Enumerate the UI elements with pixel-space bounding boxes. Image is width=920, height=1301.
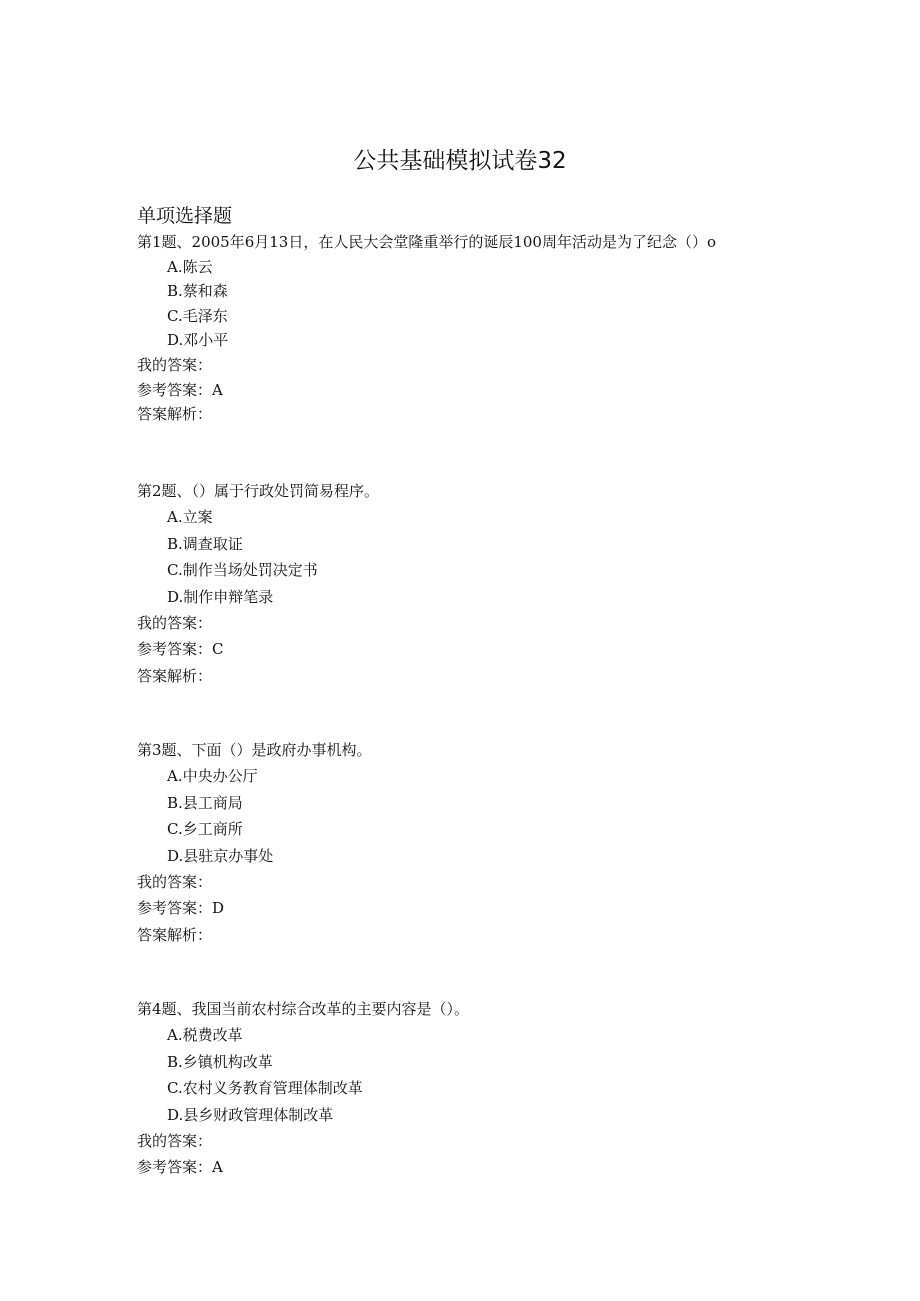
my-answer-label: 我的答案： — [137, 1131, 213, 1150]
reference-answer: 参考答案：A — [137, 380, 223, 399]
my-answer-label: 我的答案： — [137, 355, 213, 374]
question-stem: 第4题、我国当前农村综合改革的主要内容是（）。 — [137, 1000, 470, 1018]
question-stem: 第1题、2005年6月13日，在人民大会堂隆重举行的诞辰100周年活动是为了纪念（）o — [137, 233, 717, 251]
option-b: B.乡镇机构改革 — [167, 1052, 273, 1071]
my-answer-label: 我的答案： — [137, 613, 213, 632]
option-d: D.县驻京办事处 — [167, 846, 274, 865]
option-a: A.税费改革 — [167, 1026, 243, 1045]
reference-answer: 参考答案：C — [137, 640, 224, 659]
reference-answer: 参考答案：D — [137, 899, 225, 918]
reference-answer: 参考答案：A — [137, 1158, 223, 1177]
answer-analysis-label: 答案解析： — [137, 925, 213, 944]
my-answer-label: 我的答案： — [137, 872, 213, 891]
option-a: A.立案 — [167, 508, 213, 527]
section-heading: 单项选择题 — [137, 205, 233, 227]
option-c: C.农村义务教育管理体制改革 — [167, 1079, 363, 1098]
question-stem: 第3题、下面（）是政府办事机构。 — [137, 741, 372, 759]
option-c: C.制作当场处罚决定书 — [167, 561, 318, 580]
question-block — [137, 478, 897, 689]
option-c: C.乡工商所 — [167, 820, 243, 839]
option-d: D.县乡财政管理体制改革 — [167, 1105, 334, 1124]
option-b: B.调查取证 — [167, 534, 243, 553]
option-a: A.陈云 — [167, 257, 213, 276]
question-block — [137, 996, 897, 1181]
question-stem: 第2题、（）属于行政处罚简易程序。 — [137, 482, 380, 500]
option-d: D.邓小平 — [167, 331, 229, 350]
answer-analysis-label: 答案解析： — [137, 666, 213, 685]
option-b: B.蔡和森 — [167, 282, 228, 301]
option-c: C.毛泽东 — [167, 306, 228, 325]
option-b: B.县工商局 — [167, 793, 243, 812]
option-a: A.中央办公厅 — [167, 767, 258, 786]
question-block — [137, 230, 897, 427]
option-d: D.制作申辩笔录 — [167, 587, 274, 606]
exam-title: 公共基础模拟试卷32 — [353, 148, 567, 174]
question-block — [137, 737, 897, 948]
answer-analysis-label: 答案解析： — [137, 405, 213, 424]
